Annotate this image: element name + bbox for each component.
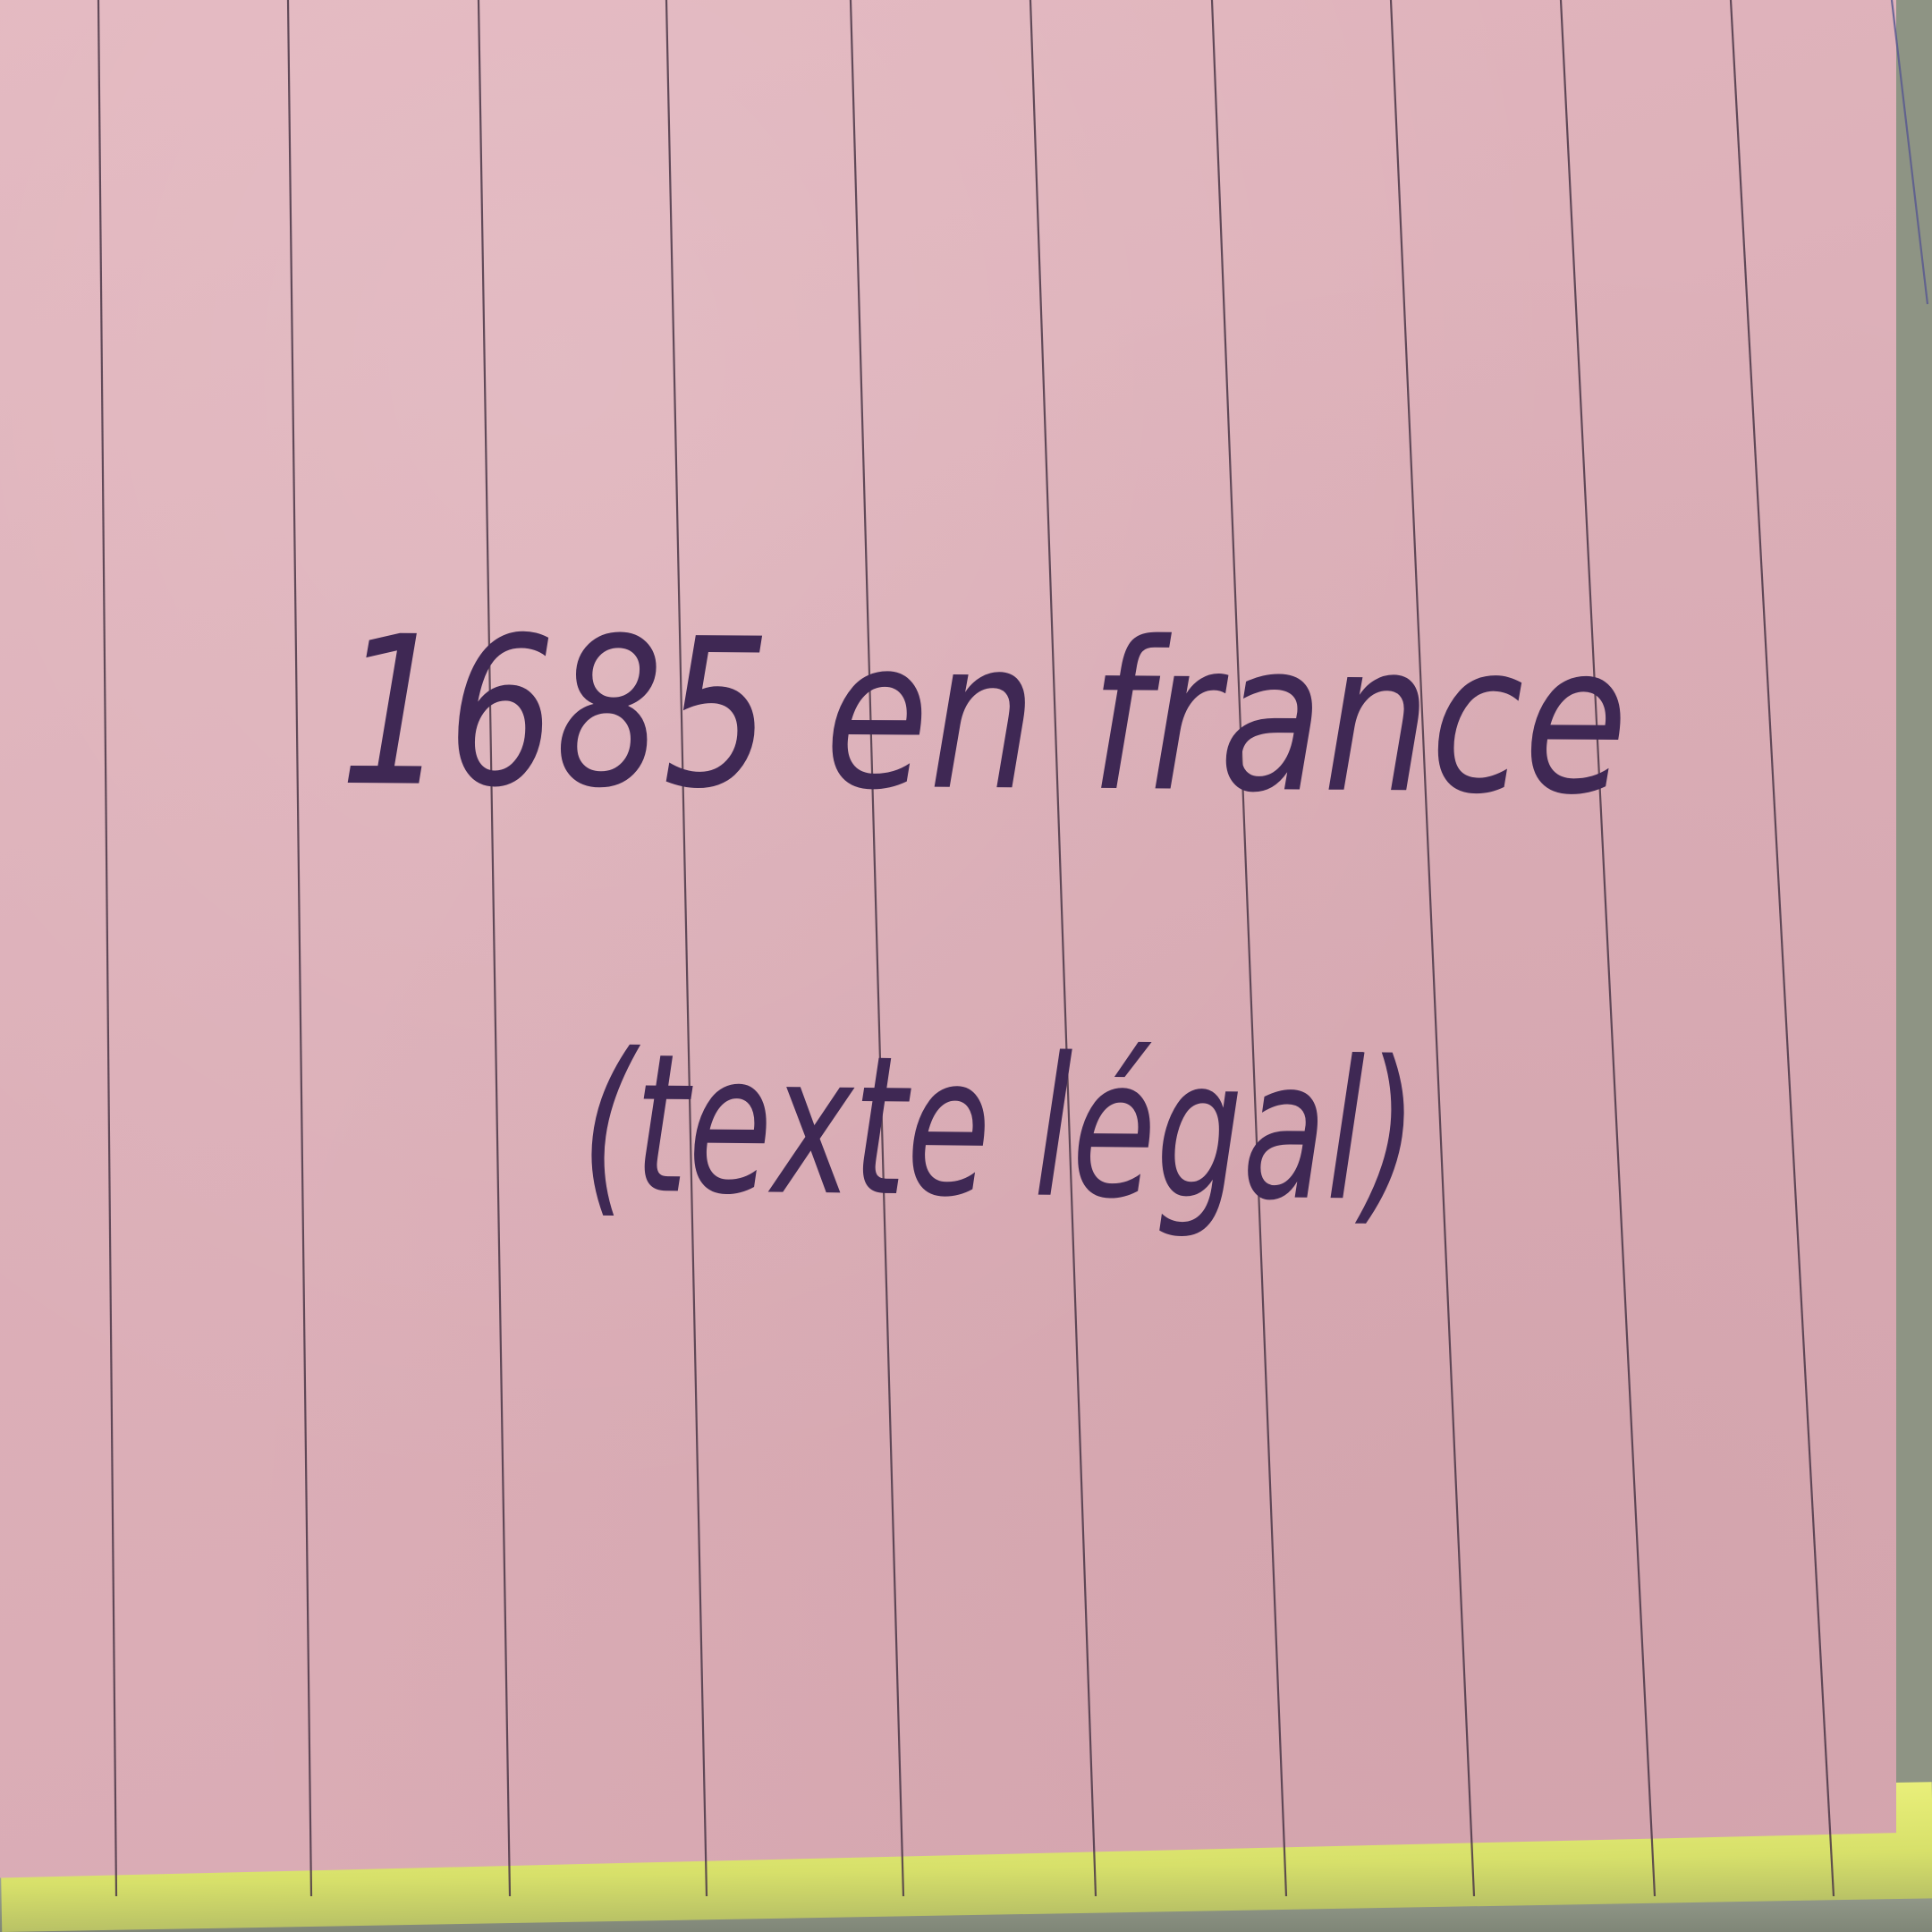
ruled-line xyxy=(1561,0,1655,1896)
ruled-line xyxy=(851,0,903,1896)
ruled-line xyxy=(288,0,311,1896)
ruled-line xyxy=(1731,0,1834,1896)
ruled-line xyxy=(479,0,510,1896)
handwritten-line-1: 1685 en france xyxy=(339,592,1905,843)
ruled-line xyxy=(1892,0,1928,304)
ruled-line xyxy=(1391,0,1474,1896)
ruled-line xyxy=(98,0,116,1896)
ruled-line xyxy=(666,0,707,1896)
ruled-line xyxy=(1212,0,1286,1896)
ruled-lines xyxy=(98,0,1928,1896)
handwritten-line-2: (texte légal) xyxy=(580,1011,1760,1249)
ruled-line xyxy=(1030,0,1096,1896)
